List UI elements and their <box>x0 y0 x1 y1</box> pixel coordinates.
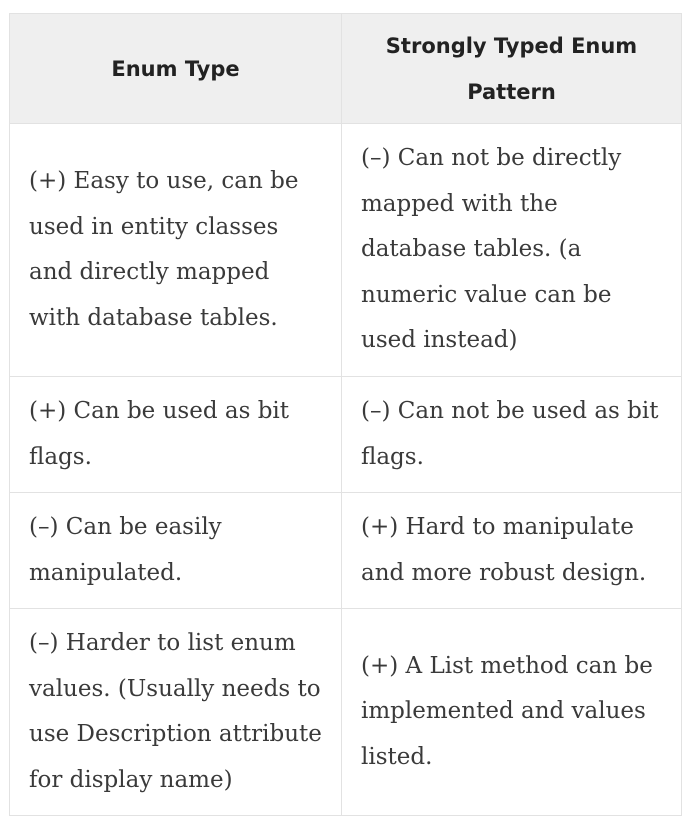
strongly-typed-cell: (–) Can not be directly mapped with the database tables. (a numeric value can be used instead) <box>342 124 682 377</box>
table-row <box>10 124 682 377</box>
strongly-typed-cell: (+) Hard to manipulate and more robust design. <box>342 493 682 609</box>
strongly-typed-cell: (–) Can not be used as bit flags. <box>342 377 682 493</box>
table-row <box>10 377 682 493</box>
header-enum-type: Enum Type <box>10 14 342 124</box>
enum-type-cell: (+) Can be used as bit flags. <box>10 377 342 493</box>
table-header <box>10 14 682 124</box>
strongly-typed-cell: (+) A List method can be implemented and values listed. <box>342 609 682 816</box>
comparison-table <box>9 13 682 816</box>
enum-type-cell: (+) Easy to use, can be used in entity classes and directly mapped with database tables. <box>10 124 342 377</box>
table-row <box>10 493 682 609</box>
header-strongly-typed-enum-pattern: Strongly Typed Enum Pattern <box>342 14 682 124</box>
header-row <box>10 14 682 124</box>
table-row <box>10 609 682 816</box>
table-body <box>10 124 682 816</box>
enum-type-cell: (–) Harder to list enum values. (Usually needs to use Description attribute for display name) <box>10 609 342 816</box>
enum-type-cell: (–) Can be easily manipulated. <box>10 493 342 609</box>
